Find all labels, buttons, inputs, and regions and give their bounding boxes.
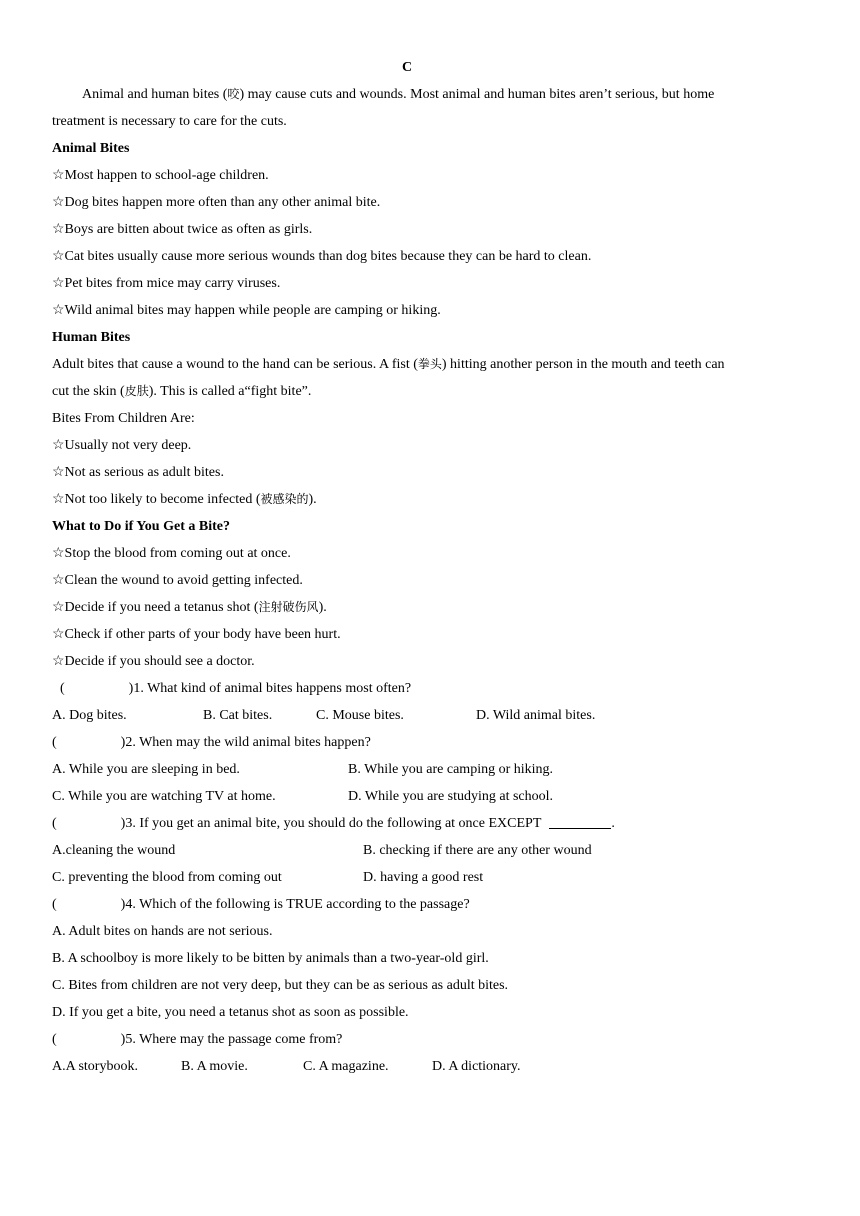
animal-bites-item: ☆Cat bites usually cause more serious wounds than dog bites because they can be hard to clean. [52,249,592,264]
document-page [52,54,812,1080]
what-to-do-item: ☆Clean the wound to avoid getting infected. [52,573,303,588]
answer-paren-open: ( [52,816,57,831]
human-bites-text: Adult bites that cause a wound to the hand can be serious. A fist ( [52,357,418,372]
option-a[interactable]: A.cleaning the wound [52,843,176,858]
animal-bites-item: ☆Most happen to school-age children. [52,168,269,183]
question-3-options [52,864,812,891]
what-to-do-item: ☆Check if other parts of your body have been hurt. [52,627,341,642]
human-bites-text: ). This is called a“fight bite”. [148,384,312,399]
animal-bites-item: ☆Boys are bitten about twice as often as girls. [52,222,313,237]
option-c[interactable]: C. Mouse bites. [316,708,404,723]
human-bites-heading: Human Bites [52,330,131,345]
animal-bites-item: ☆Pet bites from mice may carry viruses. [52,276,281,291]
option-d[interactable]: D. If you get a bite, you need a tetanus shot as soon as possible. [52,1005,409,1020]
children-bites-text: ☆Not too likely to become infected ( [52,492,261,507]
what-to-do-item: ☆Stop the blood from coming out at once. [52,546,291,561]
answer-paren-open: ( [60,681,65,696]
option-a[interactable]: A. Adult bites on hands are not serious. [52,924,273,939]
option-a[interactable]: A. Dog bites. [52,708,127,723]
answer-paren-open: ( [52,1032,57,1047]
intro-gloss: 咬 [227,87,240,101]
option-b[interactable]: B. Cat bites. [203,708,273,723]
question-tail: . [611,816,615,831]
what-to-do-item [52,594,812,621]
option-b[interactable]: B. A movie. [181,1059,248,1074]
option-d[interactable]: D. having a good rest [363,870,484,885]
option-d[interactable]: D. Wild animal bites. [476,708,596,723]
human-bites-gloss: 皮肤 [124,384,149,398]
question-4 [52,891,812,918]
intro-line-1 [52,81,812,108]
children-bites-label: Bites From Children Are: [52,411,195,426]
animal-bites-item: ☆Wild animal bites may happen while people are camping or hiking. [52,303,441,318]
human-bites-paragraph-line [52,351,812,378]
question-2-options [52,756,812,783]
human-bites-text: ) hitting another person in the mouth and teeth can [441,357,725,372]
human-bites-gloss: 拳头 [417,357,442,371]
intro-text: Animal and human bites ( [82,87,228,102]
human-bites-paragraph-line [52,378,812,405]
question-text: )4. Which of the following is TRUE according to the passage? [120,897,470,912]
question-1 [52,675,812,702]
question-2 [52,729,812,756]
what-to-do-gloss: 注射破伤风 [258,600,319,614]
option-b[interactable]: B. While you are camping or hiking. [348,762,554,777]
intro-text: ) may cause cuts and wounds. Most animal and human bites aren’t serious, but home [239,87,715,102]
what-to-do-text: ☆Decide if you need a tetanus shot ( [52,600,259,615]
what-to-do-heading: What to Do if You Get a Bite? [52,519,230,534]
question-3-options [52,837,812,864]
question-1-options [52,702,812,729]
animal-bites-heading: Animal Bites [52,141,130,156]
option-a[interactable]: A. While you are sleeping in bed. [52,762,240,777]
answer-paren-open: ( [52,897,57,912]
animal-bites-item: ☆Dog bites happen more often than any other animal bite. [52,195,381,210]
option-d[interactable]: D. While you are studying at school. [348,789,554,804]
children-bites-item: ☆Usually not very deep. [52,438,192,453]
question-3 [52,810,812,837]
children-bites-gloss: 被感染的 [260,492,309,506]
passage-title: C [401,60,413,75]
option-b[interactable]: B. A schoolboy is more likely to be bitten by animals than a two-year-old girl. [52,951,489,966]
option-b[interactable]: B. checking if there are any other wound [363,843,592,858]
question-text: )5. Where may the passage come from? [120,1032,343,1047]
option-c[interactable]: C. A magazine. [303,1059,389,1074]
what-to-do-text: ). [318,600,327,615]
option-c[interactable]: C. While you are watching TV at home. [52,789,276,804]
question-5-options [52,1053,812,1080]
question-text: )1. What kind of animal bites happens most often? [128,681,412,696]
question-5 [52,1026,812,1053]
children-bites-item [52,486,812,513]
intro-line-2: treatment is necessary to care for the cuts. [52,114,287,129]
option-d[interactable]: D. A dictionary. [432,1059,521,1074]
question-text: )3. If you get an animal bite, you should do the following at once EXCEPT [120,816,542,831]
option-c[interactable]: C. preventing the blood from coming out [52,870,282,885]
question-2-options [52,783,812,810]
human-bites-text: cut the skin ( [52,384,125,399]
what-to-do-item: ☆Decide if you should see a doctor. [52,654,255,669]
children-bites-text: ). [308,492,317,507]
children-bites-item: ☆Not as serious as adult bites. [52,465,224,480]
answer-paren-open: ( [52,735,57,750]
fill-in-blank[interactable] [549,814,611,829]
question-text: )2. When may the wild animal bites happen? [120,735,371,750]
option-a[interactable]: A.A storybook. [52,1059,138,1074]
option-c[interactable]: C. Bites from children are not very deep, but they can be as serious as adult bites. [52,978,509,993]
